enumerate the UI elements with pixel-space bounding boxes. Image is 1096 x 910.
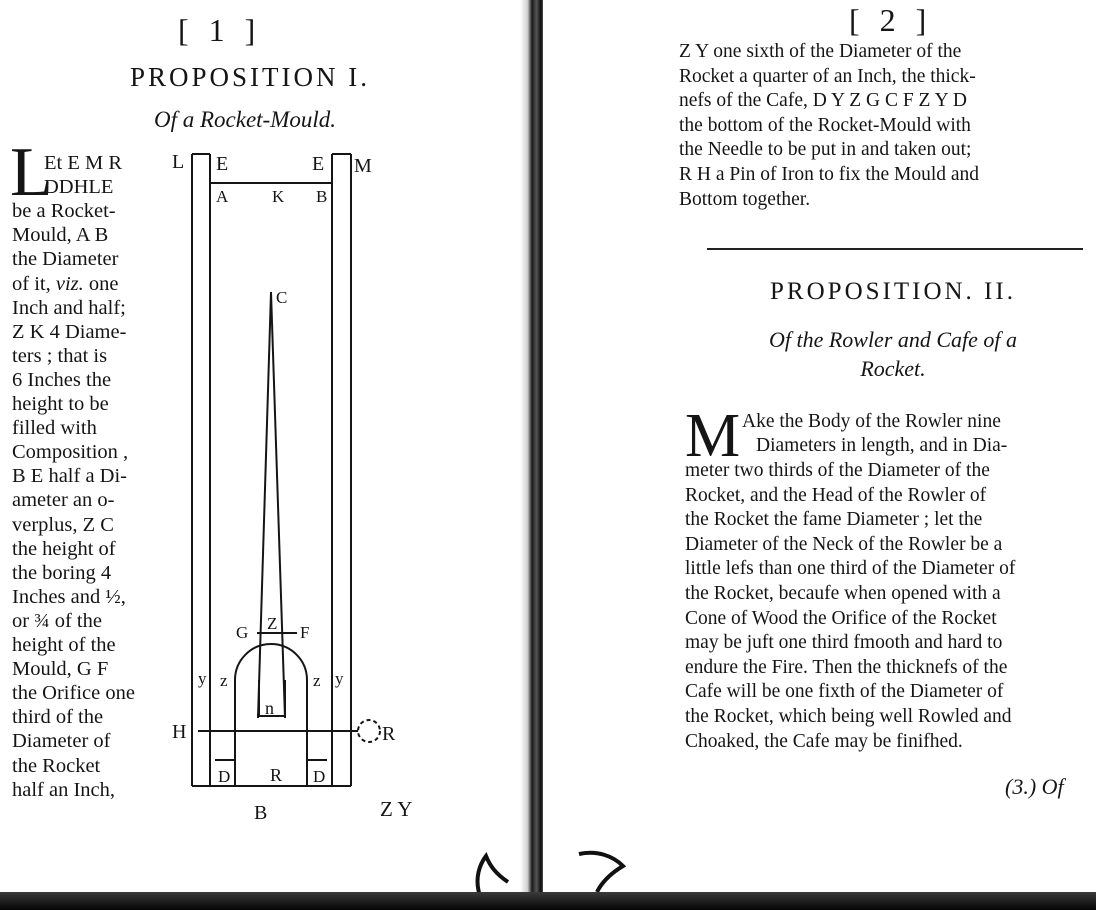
label-A: A [216, 187, 229, 206]
left-body-line: Inches and ½, [12, 585, 126, 608]
page-bottom-edge [0, 892, 1096, 910]
section-divider-rule [707, 248, 1083, 250]
left-body-line: DDHLE [44, 176, 114, 199]
right-page-number: [ 2 ] [849, 2, 933, 38]
label-M: M [354, 155, 372, 177]
right-body-line: Cone of Wood the Orifice of the Rocket [685, 607, 997, 629]
label-E1: E [216, 153, 229, 175]
right-page [543, 0, 1096, 910]
right-top-line: nefs of the Cafe, D Y Z G C F Z Y D [679, 90, 967, 112]
right-body-line: the Rocket, becaufe when opened with a [685, 583, 1001, 604]
label-z-left: z [220, 671, 228, 690]
label-R-ring: R [382, 723, 396, 745]
left-body-line: Composition , [12, 441, 129, 464]
right-body-line: Cafe will be one fixth of the Diameter of [685, 681, 1004, 703]
left-body-line: Mould, G F [12, 658, 109, 681]
left-body-line: verplus, Z C [12, 513, 114, 536]
left-body-line: Inch and half; [12, 296, 126, 319]
left-body-line: the Diameter [12, 248, 119, 271]
label-D2: D [313, 767, 326, 786]
left-page [0, 0, 532, 910]
needle-left-edge [258, 292, 271, 718]
left-body-line: B E half a Di- [12, 465, 127, 488]
right-body-line: Choaked, the Cafe may be finifhed. [685, 730, 963, 752]
label-H: H [172, 721, 187, 743]
left-body-line: the Rocket [12, 754, 101, 777]
left-subtitle: Of a Rocket-Mould. [153, 107, 337, 132]
label-G: G [236, 623, 249, 642]
label-R-base: R [270, 765, 283, 785]
rocket-mould-diagram [160, 140, 450, 840]
right-body-line-first: Ake the Body of the Rowler nine [742, 411, 1001, 432]
right-body-line: little lefs than one third of the Diameter of [685, 558, 1016, 580]
label-ZY: Z Y [380, 797, 413, 821]
label-Z-mid: Z [267, 614, 278, 633]
label-z-right: z [313, 671, 321, 690]
left-heading: PROPOSITION I. [129, 62, 371, 92]
right-drop-cap: M [685, 402, 741, 470]
left-body-line: third of the [12, 706, 104, 729]
left-body-line: Z K 4 Diame- [12, 320, 127, 343]
right-subtitle-line-2: Rocket. [860, 356, 926, 381]
left-body-line: the Orifice one [12, 682, 135, 705]
label-D1: D [218, 767, 231, 786]
label-y-right: y [335, 669, 344, 688]
right-top-line: Rocket a quarter of an Inch, the thick- [679, 65, 976, 87]
viz-italic: viz. [55, 272, 84, 295]
label-n: n [265, 698, 274, 718]
right-body-line: may be juft one third fmooth and hard to [685, 632, 1003, 654]
right-heading: PROPOSITION. II. [770, 278, 1016, 305]
left-body-line: 6 Inches the [12, 368, 112, 391]
right-top-line: R H a Pin of Iron to fix the Mould and [679, 164, 980, 185]
left-body-line: Mould, A B [12, 224, 109, 247]
needle-right-edge [271, 292, 285, 718]
label-E2: E [312, 153, 325, 175]
left-body-line: of it, viz. one [12, 272, 119, 295]
catchword: (3.) Of [1005, 774, 1064, 799]
left-body-line: Diameter of [12, 730, 111, 753]
left-body-line: be a Rocket- [12, 200, 116, 223]
left-page-number: [ 1 ] [178, 12, 262, 48]
right-body-line: the Rocket the fame Diameter ; let the [685, 509, 983, 531]
right-body-line: Diameter of the Neck of the Rowler be a [685, 533, 1003, 555]
left-body-line: height of the [12, 634, 116, 656]
label-L: L [172, 151, 185, 173]
right-body-line: meter two thirds of the Diameter of the [685, 460, 990, 481]
left-body-line: the height of [12, 537, 116, 560]
left-body-line: ters ; that is [12, 344, 108, 367]
left-body-line: filled with [12, 417, 97, 440]
right-top-line: the bottom of the Rocket-Mould with [679, 114, 971, 136]
right-top-line: the Needle to be put in and taken out; [679, 139, 972, 161]
label-F: F [300, 623, 310, 642]
right-top-line: Z Y one sixth of the Diameter of the [679, 41, 962, 62]
left-drop-cap: L [10, 134, 53, 211]
left-body-line: half an Inch, [12, 778, 116, 801]
right-subtitle-line-1: Of the Rowler and Cafe of a [768, 327, 1018, 352]
label-K: K [272, 187, 285, 206]
right-body-line: Rocket, and the Head of the Rowler of [685, 484, 987, 506]
label-C: C [276, 288, 288, 307]
left-body-line: ameter an o- [12, 489, 115, 512]
label-B-bottom: B [254, 802, 268, 824]
right-top-line: Bottom together. [679, 188, 811, 210]
label-y-left: y [198, 669, 207, 688]
page-edge-mark-right [573, 844, 633, 894]
right-body-line-second: Diameters in length, and in Dia- [756, 435, 1008, 456]
left-body-line: the boring 4 [12, 561, 112, 584]
label-B-top: B [316, 187, 328, 206]
left-body-line: or ¾ of the [12, 609, 102, 632]
right-body-line: the Rocket, which being well Rowled and [685, 706, 1012, 727]
left-body-line: height to be [12, 393, 109, 415]
left-body-line: Et E M R [44, 152, 123, 174]
pin-ring [358, 720, 380, 742]
right-body-line: endure the Fire. Then the thicknefs of the [685, 656, 1008, 678]
